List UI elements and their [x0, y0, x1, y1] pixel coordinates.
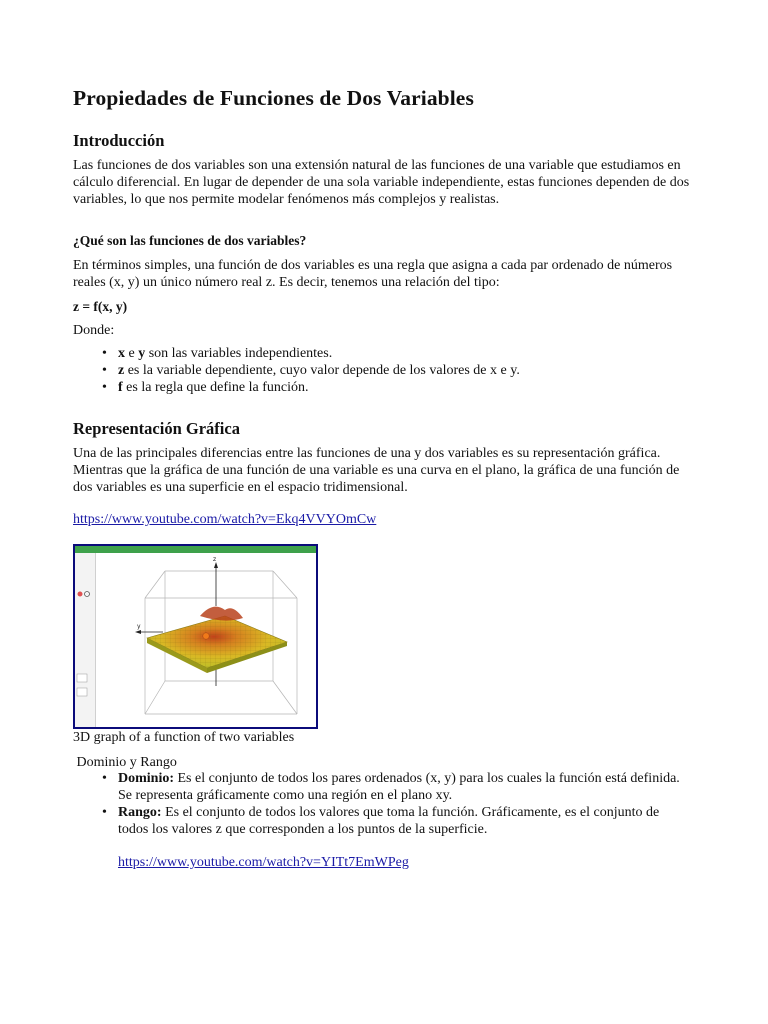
y-axis-label: y	[137, 623, 141, 630]
domain-range-list	[73, 770, 693, 838]
function-surface	[147, 607, 287, 673]
youtube-link-2[interactable]: https://www.youtube.com/watch?v=YITt7EmWPeg	[118, 855, 409, 870]
list-item: • z es la variable dependiente, cuyo valor depende de los valores de x e y.	[73, 362, 693, 379]
graphic-paragraph: Una de las principales diferencias entre las funciones de una y dos variables es su representación gráfica. Mientras que la gráfica de una función de una variable es una curva en el plano, la gráfica de una función de dos variables es una superficie en el espacio tridimensional.	[73, 446, 680, 495]
list-item: • x e y son las variables independientes.	[73, 345, 693, 362]
surface-plot-image	[73, 544, 318, 729]
panel-circle-icon	[85, 592, 90, 597]
list-item: • Rango: Es el conjunto de todos los valores que toma la función. Gráficamente, es el conjunto de todos los valores z que corresponden a los puntos de la superficie.	[73, 804, 693, 838]
intro-paragraph: Las funciones de dos variables son una extensión natural de las funciones de una variable que estudiamos en cálculo diferencial. En lugar de depender de una sola variable independiente, estas funciones dependen de dos variables, lo que nos permite modelar fenómenos más complejos y realistas.	[73, 158, 690, 207]
youtube-link-1[interactable]: https://www.youtube.com/watch?v=Ekq4VVYOmCw	[73, 512, 377, 527]
surface-point	[203, 633, 209, 639]
definition-paragraph: En términos simples, una función de dos variables es una regla que asigna a cada par ordenado de números reales (x, y) un único número real z. Es decir, tenemos una relación del tipo:	[73, 258, 673, 290]
panel-dot-icon	[78, 592, 83, 597]
figure-caption: 3D graph of a function of two variables	[73, 730, 295, 745]
variables-list	[73, 345, 693, 396]
document-title: Propiedades de Funciones de Dos Variables	[73, 86, 474, 110]
list-item: • Dominio: Es el conjunto de todos los pares ordenados (x, y) para los cuales la función está definida. Se representa gráficamente como una región en el plano xy.	[73, 770, 693, 804]
z-axis-label: z	[213, 556, 217, 563]
intro-heading: Introducción	[73, 131, 165, 150]
list-item: • f es la regla que define la función.	[73, 379, 693, 396]
question-heading: ¿Qué son las funciones de dos variables?	[73, 233, 307, 248]
graphic-heading: Representación Gráfica	[73, 419, 240, 438]
surface-plot-svg	[75, 546, 316, 727]
formula: z = f(x, y)	[73, 299, 128, 314]
domain-range-heading: Dominio y Rango	[73, 755, 177, 770]
donde-label: Donde:	[73, 323, 115, 338]
